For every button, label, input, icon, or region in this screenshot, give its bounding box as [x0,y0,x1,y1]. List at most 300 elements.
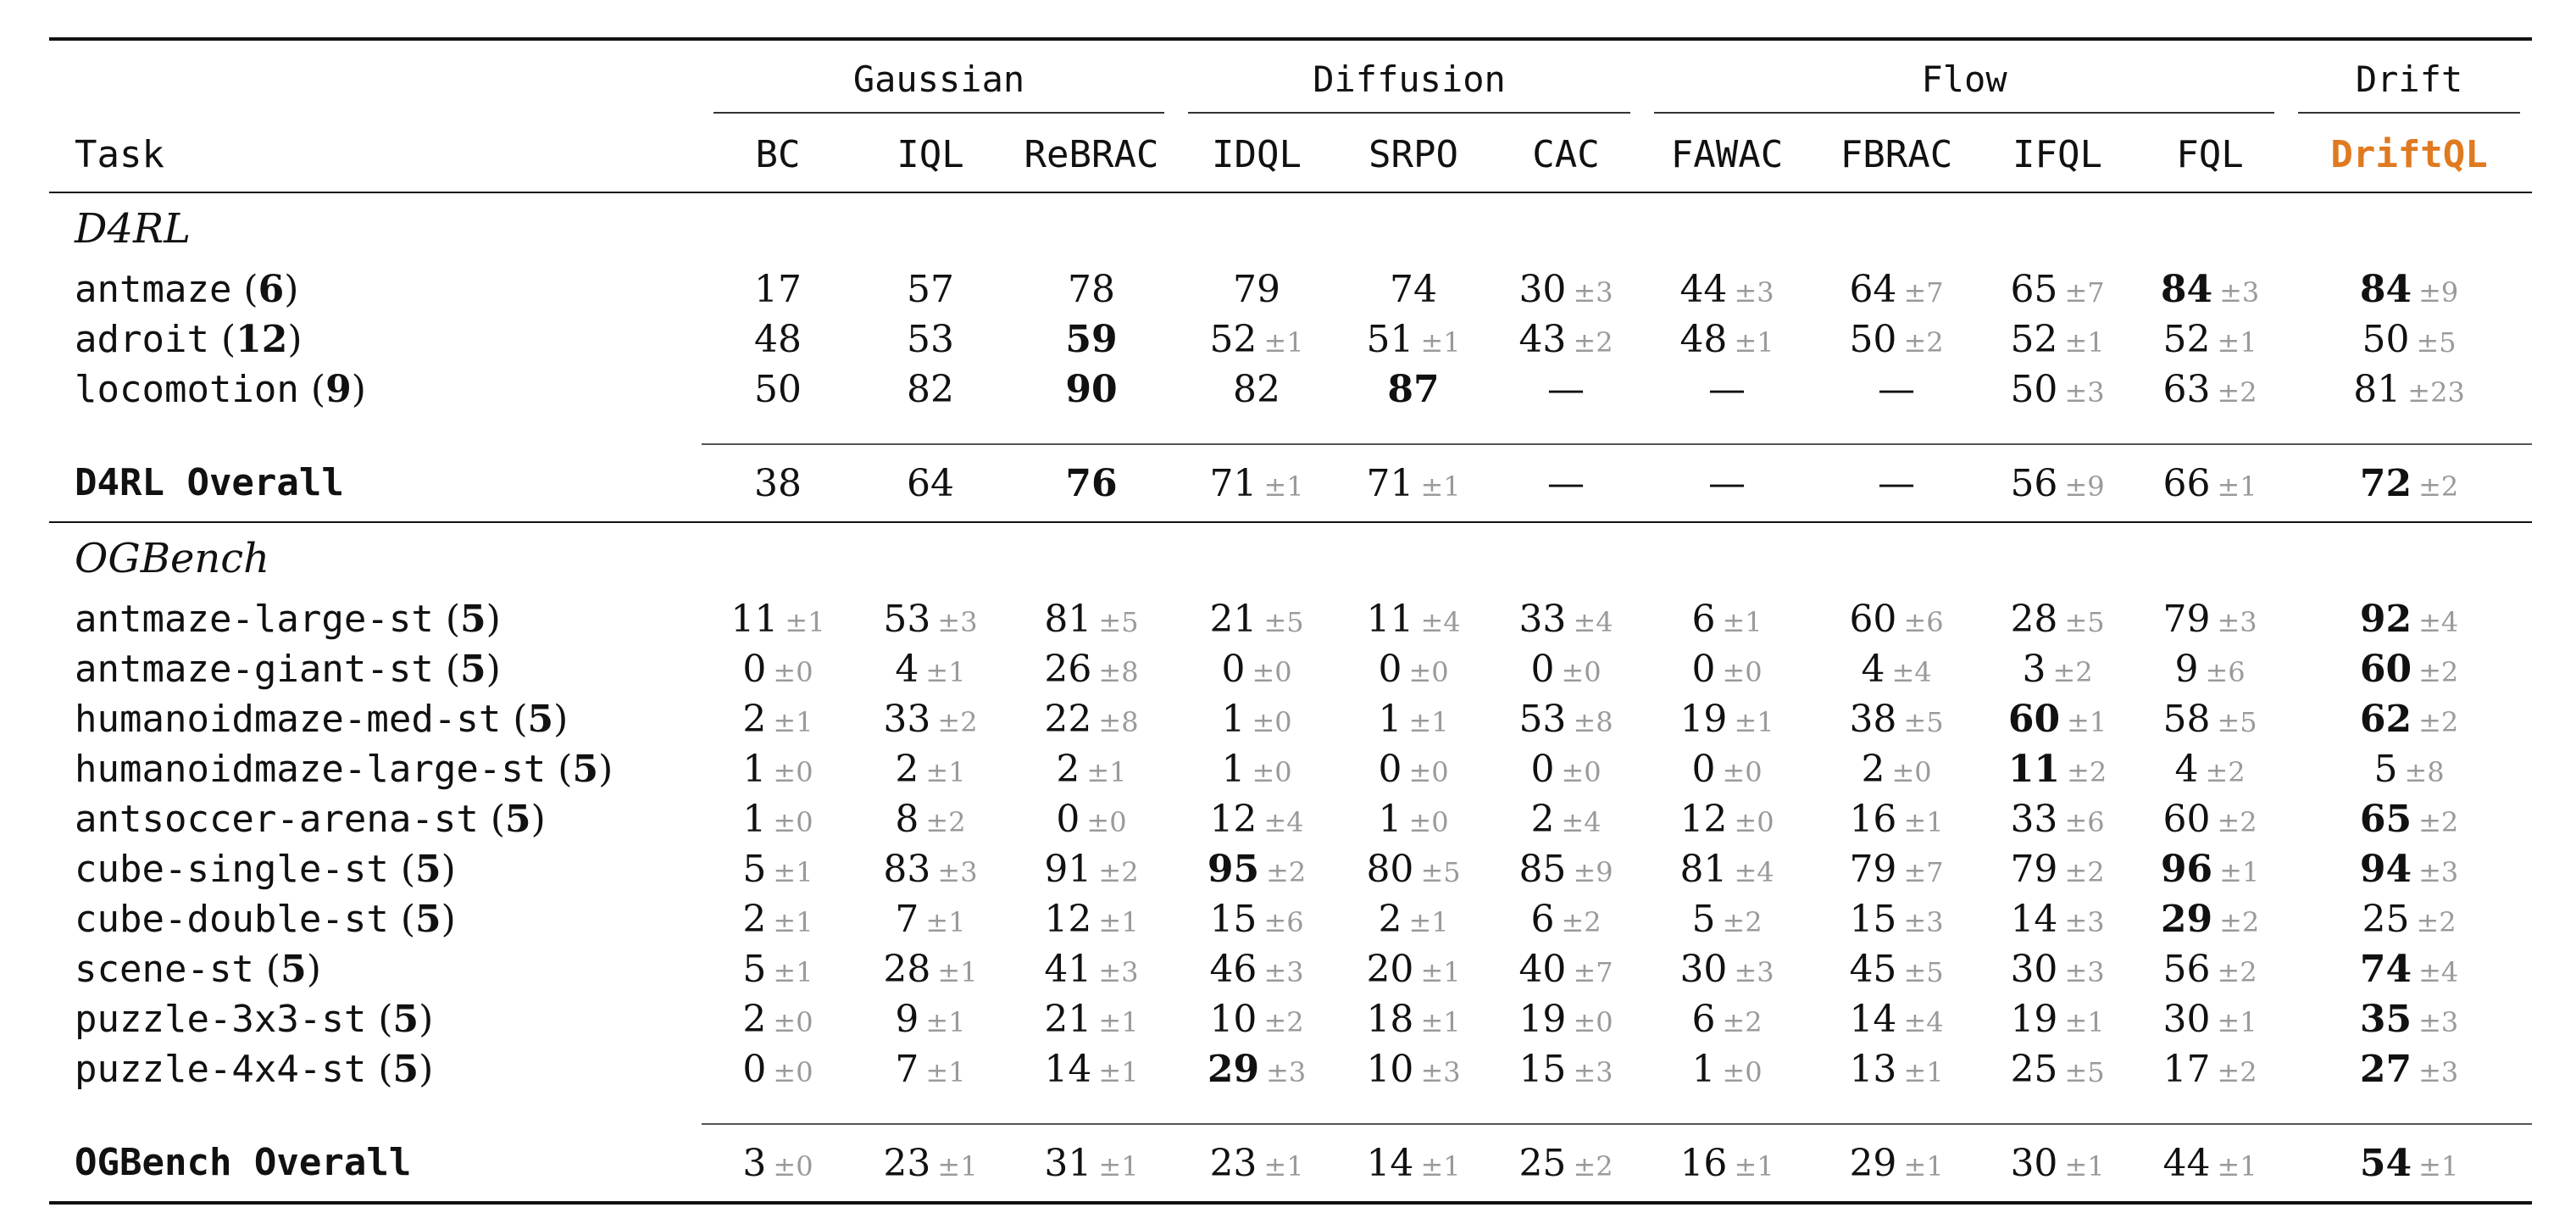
score-std: ±1 [1098,1056,1139,1088]
score-cell [1337,314,1490,364]
score-cell [1176,994,1337,1044]
score-value: 7 [895,1048,919,1091]
score-std: ±0 [773,1006,813,1038]
results-table [49,37,2532,1205]
score-std: ±1 [925,656,966,688]
close-paren: ) [284,268,299,311]
table-header [49,39,2532,192]
score-value: 2 [1378,898,1402,941]
close-paren: ) [553,698,569,741]
score-std: ±1 [1263,1149,1304,1182]
open-paren: ( [253,948,281,991]
open-paren: ( [388,898,416,941]
score-cell [1176,844,1337,894]
score-cell [1337,1044,1490,1094]
table-row [49,844,2532,894]
score-std: ±0 [1722,756,1763,788]
score-cell [1642,594,1812,644]
task-count: 5 [392,1048,419,1091]
score-cell [702,994,854,1044]
task-count: 12 [236,318,288,361]
score-std: ±0 [773,806,813,838]
score-value: 1 [1378,698,1402,741]
score-cell [1337,444,1490,522]
score-cell [2286,264,2532,314]
score-cell [1007,1044,1176,1094]
column-header-fawac: FAWAC [1670,132,1784,176]
task-name: puzzle-3x3-st [75,998,367,1041]
score-cell [1812,794,1981,844]
score-value: 33 [883,698,931,741]
spacer-cell [49,415,2532,444]
score-std: ±1 [1098,1006,1139,1038]
score-std: ±1 [2418,1149,2459,1182]
score-cell [2134,794,2286,844]
score-cell [702,1044,854,1094]
score-std: ±3 [2418,1056,2459,1088]
score-value: 83 [883,848,931,891]
section-title: OGBench [49,522,2532,594]
score-std: ±3 [1420,1056,1461,1088]
score-std: ±1 [2219,856,2260,888]
score-value: 26 [1044,648,1092,691]
task-count: 5 [504,798,531,841]
score-cell [1176,644,1337,694]
score-cell [702,314,854,364]
score-value: 14 [2010,898,2058,941]
score-value: 22 [1044,698,1092,741]
score-cell [1812,894,1981,944]
score-std: ±1 [1098,1149,1139,1182]
score-value: — [1708,368,1746,411]
spacer-cell [49,1094,2532,1124]
score-std: ±4 [2418,606,2459,638]
score-value: 30 [1518,268,1567,311]
score-value: 19 [2010,998,2058,1041]
score-std: ±1 [1903,1149,1944,1182]
score-cell [1007,644,1176,694]
score-value: 0 [1378,748,1402,791]
score-std: ±1 [2064,1006,2105,1038]
score-cell [1490,444,1642,522]
score-value: 2 [1056,748,1080,791]
score-cell [1642,894,1812,944]
score-value: 40 [1518,948,1567,991]
score-value: 14 [1366,1141,1414,1185]
score-value: 74 [1390,268,1438,311]
score-std: ±1 [773,906,813,938]
open-paren: ( [546,748,573,791]
score-std: ±2 [1573,1149,1613,1182]
score-std: ±0 [1252,656,1292,688]
score-cell [1176,1124,1337,1203]
score-cell [1981,694,2134,744]
task-name-cell [49,894,702,944]
score-std: ±3 [2064,376,2105,409]
score-value: 53 [883,598,931,641]
score-value: 19 [1679,698,1728,741]
score-cell [1981,744,2134,794]
score-cell [1490,694,1642,744]
score-cell [854,364,1007,415]
score-cell [1007,994,1176,1044]
score-value: 52 [2162,318,2211,361]
task-count: 5 [415,848,441,891]
section-row-d4rl [49,192,2532,264]
score-cell [854,844,1007,894]
group-header-diffusion [1176,39,1642,117]
score-std: ±1 [785,606,825,638]
score-std: ±3 [1734,276,1774,309]
score-cell [702,364,854,415]
score-cell [2286,744,2532,794]
score-value: 0 [1691,648,1716,691]
score-std: ±1 [925,1006,966,1038]
score-cell [2134,314,2286,364]
score-value: 38 [754,461,802,505]
score-value: 1 [1691,1048,1716,1091]
score-cell [854,444,1007,522]
score-cell [1981,444,2134,522]
score-cell [1642,1044,1812,1094]
score-std: ±1 [773,856,813,888]
score-value: 5 [1691,898,1716,941]
task-name-cell [49,644,702,694]
score-cell [854,594,1007,644]
score-value: 60 [2359,648,2412,691]
column-header-rebrac: ReBRAC [1024,132,1159,176]
score-std: ±2 [2217,956,2257,988]
score-std: ±3 [2418,1006,2459,1038]
score-std: ±4 [2418,956,2459,988]
score-cell [2134,844,2286,894]
score-cell [854,644,1007,694]
task-count: 5 [527,698,554,741]
score-value: 31 [1044,1141,1092,1185]
score-cell [1812,844,1981,894]
score-std: ±2 [2416,906,2457,938]
score-value: 0 [1530,748,1555,791]
score-cell [1007,1124,1176,1203]
score-std: ±5 [2064,1056,2105,1088]
score-value: 20 [1366,948,1414,991]
score-value: 78 [1068,268,1116,311]
score-cell [1642,364,1812,415]
score-cell [1176,944,1337,994]
score-cell [2134,744,2286,794]
open-paren: ( [433,648,460,691]
score-value: 29 [1849,1141,1897,1185]
group-label: Gaussian [852,58,1025,100]
score-value: 57 [907,268,954,311]
score-std: ±0 [1722,656,1763,688]
score-cell [1176,794,1337,844]
score-value: 3 [742,1141,767,1185]
task-name-cell [49,844,702,894]
score-value: 56 [2162,948,2211,991]
score-cell [1337,264,1490,314]
score-std: ±2 [1573,326,1613,359]
score-std: ±0 [1722,1056,1763,1088]
score-std: ±4 [1263,806,1304,838]
score-std: ±3 [2219,276,2260,309]
score-value: 30 [2010,948,2058,991]
score-std: ±3 [1734,956,1774,988]
score-value: — [1708,461,1746,505]
score-cell [854,264,1007,314]
score-std: ±8 [2404,756,2445,788]
score-value: 5 [742,848,767,891]
task-name-cell [49,994,702,1044]
group-header-flow [1642,39,2286,117]
score-cell [2286,314,2532,364]
score-cell [1812,1124,1981,1203]
score-cell [1981,644,2134,694]
score-cell [2134,994,2286,1044]
score-std: ±0 [1573,1006,1613,1038]
score-value: 23 [883,1141,931,1185]
score-value: 84 [2359,268,2412,311]
score-value: 6 [1691,598,1716,641]
score-std: ±2 [2217,376,2257,409]
score-value: 62 [2359,698,2412,741]
table-row [49,264,2532,314]
score-value: 84 [2160,268,2213,311]
score-value: 95 [1207,848,1260,891]
score-std: ±2 [1722,1006,1763,1038]
score-value: 10 [1209,998,1257,1041]
score-std: ±0 [1891,756,1932,788]
open-paren: ( [298,368,326,411]
score-cell [854,994,1007,1044]
score-value: 11 [1366,598,1414,641]
score-value: 1 [1221,748,1246,791]
score-value: 12 [1679,798,1728,841]
score-cell [2286,1044,2532,1094]
score-cell [854,894,1007,944]
table-row [49,644,2532,694]
score-cell [1642,644,1812,694]
score-value: 4 [895,648,919,691]
score-std: ±1 [925,756,966,788]
score-value: 71 [1366,461,1414,505]
table-row [49,794,2532,844]
score-value: 80 [1366,848,1414,891]
score-cell [1337,994,1490,1044]
score-value: 79 [2162,598,2211,641]
score-std: ±1 [773,706,813,738]
score-value: 48 [754,318,802,361]
score-value: 17 [2162,1048,2211,1091]
score-std: ±3 [2418,856,2459,888]
score-value: 53 [1518,698,1567,741]
score-std: ±4 [1561,806,1602,838]
score-std: ±1 [1420,1006,1461,1038]
score-std: ±3 [2064,956,2105,988]
score-value: 28 [883,948,931,991]
score-cell [2286,644,2532,694]
score-value: 74 [2359,948,2412,991]
score-cell [1642,264,1812,314]
score-cell [702,744,854,794]
score-value: — [1547,461,1585,505]
score-value: 2 [742,898,767,941]
score-value: 38 [1849,698,1897,741]
score-std: ±1 [937,1149,978,1182]
score-cell [1176,314,1337,364]
score-std: ±0 [773,756,813,788]
score-std: ±5 [2217,706,2257,738]
score-std: ±1 [2217,326,2257,359]
score-std: ±2 [1263,1006,1304,1038]
score-cell [1176,1044,1337,1094]
score-std: ±7 [1573,956,1613,988]
score-value: 60 [1849,598,1897,641]
overall-row-ogbench [49,1124,2532,1203]
score-std: ±1 [2067,706,2107,738]
score-std: ±5 [1263,606,1304,638]
score-cell [1176,444,1337,522]
score-cell [1812,944,1981,994]
score-value: 96 [2160,848,2213,891]
score-value: 12 [1044,898,1092,941]
score-std: ±3 [937,856,978,888]
score-value: 51 [1366,318,1414,361]
score-cell [1007,314,1176,364]
score-value: 7 [895,898,919,941]
score-std: ±1 [925,1056,966,1088]
group-underline [1654,112,2274,114]
score-cell [2286,994,2532,1044]
score-value: 81 [2353,368,2401,411]
score-cell [1337,944,1490,994]
score-std: ±2 [2217,806,2257,838]
table-body [49,192,2532,1203]
score-std: ±2 [925,806,966,838]
score-value: 1 [742,748,767,791]
score-value: 11 [730,598,779,641]
score-cell [1490,944,1642,994]
open-paren: ( [231,268,258,311]
score-cell [854,694,1007,744]
score-cell [2134,364,2286,415]
score-std: ±6 [1903,606,1944,638]
score-std: ±3 [1573,1056,1613,1088]
score-value: 48 [1679,318,1728,361]
score-cell [1981,1044,2134,1094]
score-cell [1337,364,1490,415]
score-value: 92 [2359,598,2412,641]
score-cell [1337,594,1490,644]
close-paren: ) [598,748,613,791]
score-cell [1007,844,1176,894]
score-std: ±7 [2064,276,2105,309]
spacer-row [49,1094,2532,1124]
score-value: 0 [1378,648,1402,691]
score-std: ±1 [2217,1149,2257,1182]
score-value: 1 [1221,698,1246,741]
score-std: ±0 [773,1056,813,1088]
score-std: ±1 [1734,1149,1774,1182]
score-cell [1337,894,1490,944]
score-cell [1490,744,1642,794]
close-paren: ) [530,798,546,841]
score-cell [702,794,854,844]
score-value: 64 [1849,268,1897,311]
score-value: 25 [1518,1141,1567,1185]
close-paren: ) [419,998,434,1041]
score-value: 85 [1518,848,1567,891]
score-value: 50 [754,368,802,411]
score-cell [702,1124,854,1203]
score-cell [1490,794,1642,844]
score-value: 2 [1530,798,1555,841]
score-std: ±4 [1734,856,1774,888]
score-cell [1337,794,1490,844]
score-value: 53 [907,318,954,361]
group-header-row [49,39,2532,117]
group-label: Diffusion [1313,58,1506,100]
score-value: 60 [2162,798,2211,841]
score-cell [1981,1124,2134,1203]
section-title: D4RL [49,192,2532,264]
score-value: 5 [2373,748,2398,791]
score-cell [1642,314,1812,364]
score-value: 12 [1209,798,1257,841]
score-cell [1981,944,2134,994]
score-std: ±5 [1903,706,1944,738]
score-value: 4 [2174,748,2199,791]
score-std: ±1 [1903,806,1944,838]
score-std: ±0 [1734,806,1774,838]
score-cell [1812,594,1981,644]
score-cell [702,444,854,522]
column-header-srpo: SRPO [1368,132,1459,176]
score-value: 9 [895,998,919,1041]
score-std: ±1 [1086,756,1127,788]
score-std: ±1 [1408,906,1449,938]
score-cell [1642,994,1812,1044]
score-std: ±2 [2205,756,2246,788]
task-name-cell [49,264,702,314]
score-value: 27 [2359,1048,2412,1091]
score-std: ±3 [2064,906,2105,938]
task-name-cell [49,314,702,364]
score-value: 33 [1518,598,1567,641]
score-value: 76 [1065,461,1118,505]
score-value: 16 [1849,798,1897,841]
open-paren: ( [478,798,505,841]
score-cell [2134,444,2286,522]
score-value: 29 [2160,898,2213,941]
score-cell [1981,364,2134,415]
overall-label: D4RL Overall [75,461,344,504]
score-value: 71 [1209,461,1257,505]
score-std: ±9 [1573,856,1613,888]
score-cell [702,944,854,994]
group-header-drift [2286,39,2532,117]
score-cell [702,644,854,694]
score-cell [702,894,854,944]
score-cell [2134,944,2286,994]
task-name: cube-double-st [75,898,389,941]
group-label: Flow [1921,58,2007,100]
score-std: ±1 [1420,470,1461,503]
score-value: 41 [1044,948,1092,991]
score-cell [1981,894,2134,944]
score-value: 60 [2007,698,2061,741]
column-header-fql: FQL [2176,132,2244,176]
